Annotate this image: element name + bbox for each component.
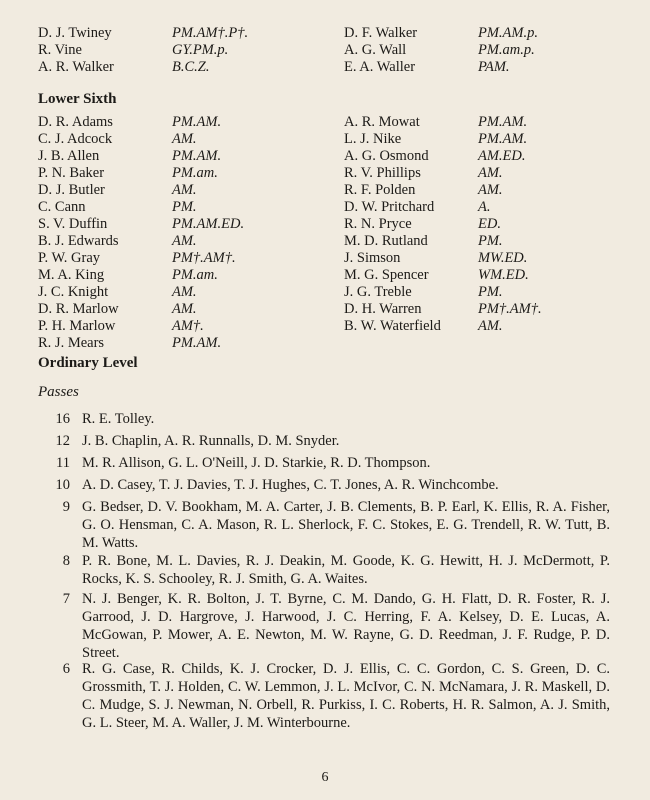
pass-count: 6: [62, 661, 70, 677]
student-name: L. J. Nike: [344, 131, 402, 147]
student-grades: AM.: [172, 182, 197, 198]
student-grades: AM.: [172, 301, 197, 317]
student-grades: PAM.: [478, 59, 510, 75]
student-grades: AM.: [172, 233, 197, 249]
student-grades: PM.AM.: [172, 114, 222, 130]
pass-names: J. B. Chaplin, A. R. Runnalls, D. M. Snyder.: [82, 433, 340, 449]
student-grades: PM.AM.: [172, 148, 222, 164]
student-name: D. R. Marlow: [38, 301, 119, 317]
student-grades: AM.: [478, 318, 503, 334]
student-grades: PM.AM.: [478, 114, 528, 130]
pass-count: 12: [55, 433, 70, 449]
student-grades: AM†.: [172, 318, 204, 334]
section-heading-ordinary-level: Ordinary Level: [38, 355, 138, 371]
pass-names: M. R. Allison, G. L. O'Neill, J. D. Starkie, R. D. Thompson.: [82, 455, 431, 471]
student-name: S. V. Duffin: [38, 216, 108, 232]
student-grades: AM.ED.: [478, 148, 526, 164]
student-grades: WM.ED.: [478, 267, 529, 283]
student-name: P. N. Baker: [38, 165, 105, 181]
student-grades: AM.: [478, 182, 503, 198]
student-name: J. Simson: [344, 250, 401, 266]
student-name: C. J. Adcock: [38, 131, 113, 147]
student-name: E. A. Waller: [344, 59, 416, 75]
student-name: P. W. Gray: [38, 250, 101, 266]
student-grades: PM.am.: [172, 165, 218, 181]
student-grades: PM.AM†.P†.: [172, 25, 249, 41]
student-grades: PM.am.p.: [478, 42, 535, 58]
student-name: R. N. Pryce: [344, 216, 412, 232]
student-name: B. J. Edwards: [38, 233, 119, 249]
student-grades: PM†.AM†.: [478, 301, 542, 317]
student-name: D. H. Warren: [344, 301, 422, 317]
student-name: M. D. Rutland: [344, 233, 428, 249]
pass-count: 9: [62, 499, 70, 515]
pass-count: 7: [62, 591, 70, 607]
student-name: P. H. Marlow: [38, 318, 116, 334]
pass-names: R. E. Tolley.: [82, 411, 155, 427]
subheading-passes: Passes: [38, 384, 79, 400]
pass-count: 16: [55, 411, 70, 427]
student-name: A. G. Osmond: [344, 148, 429, 164]
student-name: D. F. Walker: [344, 25, 418, 41]
student-grades: PM.AM.: [478, 131, 528, 147]
student-grades: AM.: [172, 131, 197, 147]
pass-names: G. Bedser, D. V. Bookham, M. A. Carter, J. B. Clements, B. P. Earl, K. Ellis, R. A. Fisher, G. O. Hensman, C. A. Mason, R. L. Sherlock, F. C. Stokes, E. G. Trendell, R. W. Tutt, B. M. Watts.: [82, 499, 610, 551]
pass-count: 10: [55, 477, 70, 493]
student-name: R. F. Polden: [344, 182, 416, 198]
student-grades: PM.AM.: [172, 335, 222, 351]
student-grades: PM†.AM†.: [172, 250, 236, 266]
student-name: R. Vine: [38, 42, 82, 58]
student-grades: AM.: [172, 284, 197, 300]
pass-names: R. G. Case, R. Childs, K. J. Crocker, D. J. Ellis, C. C. Gordon, C. S. Green, D. C. Grossmith, T. J. Holden, C. W. Lemmon, J. L. McIvor, C. N. McNamara, J. R. Maskell, D. C. Mudge, S. J. Newman, N. Orbell, R. Purkiss, I. C. Roberts, H. R. Salmon, A. J. Smith, G. L. Steer, M. A. Waller, J. M. Winterbourne.: [82, 661, 610, 731]
student-name: J. B. Allen: [38, 148, 100, 164]
pass-count: 11: [56, 455, 70, 471]
student-name: A. R. Mowat: [344, 114, 420, 130]
student-name: A. G. Wall: [344, 42, 407, 58]
student-grades: PM.am.: [172, 267, 218, 283]
student-name: J. G. Treble: [344, 284, 412, 300]
pass-names: A. D. Casey, T. J. Davies, T. J. Hughes, C. T. Jones, A. R. Winchcombe.: [82, 477, 499, 493]
student-name: B. W. Waterfield: [344, 318, 441, 334]
student-grades: PM.: [478, 284, 503, 300]
pass-names: P. R. Bone, M. L. Davies, R. J. Deakin, M. Goode, K. G. Hewitt, H. J. McDermott, P. Rocks, K. S. Schooley, R. J. Smith, G. A. Waites.: [82, 553, 610, 587]
student-name: J. C. Knight: [38, 284, 109, 300]
student-name: C. Cann: [38, 199, 86, 215]
pass-count: 8: [62, 553, 70, 569]
student-name: R. J. Mears: [38, 335, 105, 351]
student-grades: ED.: [478, 216, 501, 232]
pass-names: N. J. Benger, K. R. Bolton, J. T. Byrne, C. M. Dando, G. H. Flatt, D. R. Foster, R. J. Garrood, J. D. Hargrove, J. Harwood, J. C. Herring, F. A. Kelsey, D. E. Lucas, A. McGowan, P. Mower, A. E. Newton, M. W. Rayne, G. D. Reedman, J. F. Rudge, P. D. Street.: [82, 591, 610, 661]
student-name: M. G. Spencer: [344, 267, 429, 283]
student-grades: PM.: [172, 199, 197, 215]
student-name: D. R. Adams: [38, 114, 113, 130]
student-name: R. V. Phillips: [344, 165, 421, 181]
student-name: D. J. Twiney: [38, 25, 112, 41]
student-grades: AM.: [478, 165, 503, 181]
student-name: D. W. Pritchard: [344, 199, 435, 215]
student-grades: PM.AM.ED.: [172, 216, 245, 232]
student-grades: PM.AM.p.: [478, 25, 538, 41]
student-name: A. R. Walker: [38, 59, 114, 75]
student-name: M. A. King: [38, 267, 105, 283]
page-number: 6: [321, 770, 329, 785]
student-grades: MW.ED.: [478, 250, 528, 266]
student-grades: GY.PM.p.: [172, 42, 229, 58]
student-grades: PM.: [478, 233, 503, 249]
section-heading-lower-sixth: Lower Sixth: [38, 91, 117, 107]
student-name: D. J. Butler: [38, 182, 105, 198]
student-grades: B.C.Z.: [172, 59, 210, 75]
student-grades: A.: [478, 199, 491, 215]
